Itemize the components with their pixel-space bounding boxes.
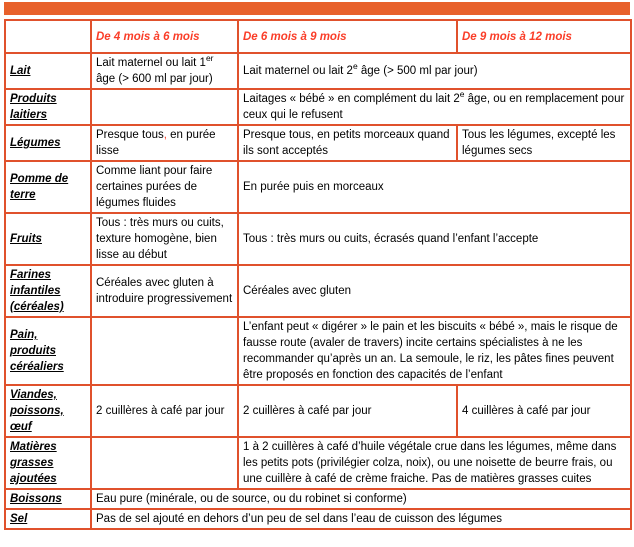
row-label bbox=[5, 125, 91, 161]
row-label bbox=[5, 385, 91, 437]
table-cell bbox=[457, 385, 631, 437]
row-label-text: Boissons bbox=[10, 493, 62, 505]
row-label-text: Légumes bbox=[10, 137, 61, 149]
cell-text: Laitages « bébé » en complément du lait 2 bbox=[243, 93, 460, 105]
row-label-text: Pomme de terre bbox=[10, 173, 69, 201]
header-row bbox=[5, 20, 631, 53]
col-header: De 9 mois à 12 mois bbox=[457, 20, 631, 53]
row-label-text: Viandes, poissons, œuf bbox=[10, 389, 64, 433]
cell-text: Tous : très murs ou cuits, texture homogène, bien lisse au début bbox=[96, 217, 224, 261]
row-label bbox=[5, 265, 91, 317]
table-cell bbox=[91, 385, 238, 437]
row-label bbox=[5, 161, 91, 213]
table-body bbox=[5, 53, 631, 529]
row-label-text: Produits laitiers bbox=[10, 93, 57, 121]
cell-text: 2 cuillères à café par jour bbox=[96, 405, 225, 417]
row-label bbox=[5, 89, 91, 125]
cell-text: âge, ou en remplacement pour ceux qui le refusent bbox=[243, 93, 625, 121]
table-row bbox=[5, 509, 631, 529]
superscript-text: er bbox=[205, 53, 214, 64]
table-row bbox=[5, 385, 631, 437]
cell-text: L’enfant peut « digérer » le pain et les biscuits « bébé », mais le risque de fausse route (avaler de travers) incite certains spécialistes à ne les recommander qu’après un an. La semoule, le riz, les pâtes fines peuvent être proposés en fonction des capacités de l’enfant bbox=[243, 321, 618, 381]
table-top-bar bbox=[4, 2, 630, 15]
table-cell bbox=[91, 437, 238, 489]
row-label bbox=[5, 437, 91, 489]
table-cell bbox=[91, 89, 238, 125]
table-row bbox=[5, 213, 631, 265]
table-cell bbox=[91, 509, 631, 529]
cell-text: en purée lisse bbox=[96, 129, 216, 157]
table-row bbox=[5, 89, 631, 125]
feeding-table bbox=[4, 19, 632, 530]
table-cell bbox=[238, 53, 631, 89]
row-label-text: Sel bbox=[10, 513, 28, 525]
row-label-text: Lait bbox=[10, 65, 31, 77]
table-cell bbox=[91, 161, 238, 213]
col-header: De 4 mois à 6 mois bbox=[91, 20, 238, 53]
table-cell bbox=[91, 125, 238, 161]
table-cell bbox=[91, 489, 631, 509]
cell-text: Presque tous, en petits morceaux quand ils sont acceptés bbox=[243, 129, 450, 157]
table-cell bbox=[238, 161, 631, 213]
row-label bbox=[5, 509, 91, 529]
table-cell bbox=[238, 385, 457, 437]
table-cell bbox=[238, 213, 631, 265]
row-label-text: Farines infantiles (céréales) bbox=[10, 269, 64, 313]
table-cell bbox=[457, 125, 631, 161]
cell-text: Comme liant pour faire certaines purées de légumes fluides bbox=[96, 165, 213, 209]
row-label-text: Matières grasses ajoutées bbox=[10, 441, 57, 485]
table-cell bbox=[238, 89, 631, 125]
col-header: De 6 mois à 9 mois bbox=[238, 20, 457, 53]
row-label-text: Fruits bbox=[10, 233, 42, 245]
table-cell bbox=[91, 317, 238, 385]
cell-text: Lait maternel ou lait 2 bbox=[243, 65, 353, 77]
table-row bbox=[5, 489, 631, 509]
table-row bbox=[5, 265, 631, 317]
cell-text: Eau pure (minérale, ou de source, ou du robinet si conforme) bbox=[96, 493, 407, 505]
cell-text: 2 cuillères à café par jour bbox=[243, 405, 372, 417]
table-cell bbox=[238, 317, 631, 385]
corner-cell bbox=[5, 20, 91, 53]
cell-text: En purée puis en morceaux bbox=[243, 181, 384, 193]
table-row bbox=[5, 317, 631, 385]
table-cell bbox=[91, 213, 238, 265]
table-cell bbox=[238, 437, 631, 489]
row-label bbox=[5, 53, 91, 89]
table-header bbox=[5, 20, 631, 53]
row-label bbox=[5, 317, 91, 385]
cell-text: âge (> 500 ml par jour) bbox=[357, 65, 478, 77]
cell-text: Presque tous bbox=[96, 129, 164, 141]
cell-text: Céréales avec gluten à introduire progressivement bbox=[96, 277, 233, 305]
table-cell bbox=[238, 265, 631, 317]
table-row bbox=[5, 125, 631, 161]
table-row bbox=[5, 437, 631, 489]
cell-text: Tous les légumes, excepté les légumes secs bbox=[462, 129, 616, 157]
superscript-text: e bbox=[352, 61, 358, 72]
cell-text: Céréales avec gluten bbox=[243, 285, 352, 297]
row-label bbox=[5, 489, 91, 509]
cell-text: 1 à 2 cuillères à café d’huile végétale crue dans les légumes, même dans les petits pots (privilégier colza, noix), ou une noisette de beurre frais, ou une cuillère à café de crème fraiche. Pas de matières grasses cuites bbox=[243, 441, 617, 485]
cell-text: 4 cuillères à café par jour bbox=[462, 405, 591, 417]
table-row bbox=[5, 161, 631, 213]
cell-text: , bbox=[163, 129, 167, 141]
cell-text: Tous : très murs ou cuits, écrasés quand l’enfant l’accepte bbox=[243, 233, 539, 245]
table-row bbox=[5, 53, 631, 89]
row-label-text: Pain, produits céréaliers bbox=[10, 329, 64, 373]
table-cell bbox=[91, 265, 238, 317]
superscript-text: e bbox=[459, 89, 465, 100]
table-cell bbox=[238, 125, 457, 161]
cell-text: Pas de sel ajouté en dehors d’un peu de sel dans l’eau de cuisson des légumes bbox=[96, 513, 502, 525]
cell-text: âge (> 600 ml par jour) bbox=[96, 73, 213, 85]
cell-text: Lait maternel ou lait 1 bbox=[96, 57, 206, 69]
row-label bbox=[5, 213, 91, 265]
table-cell bbox=[91, 53, 238, 89]
